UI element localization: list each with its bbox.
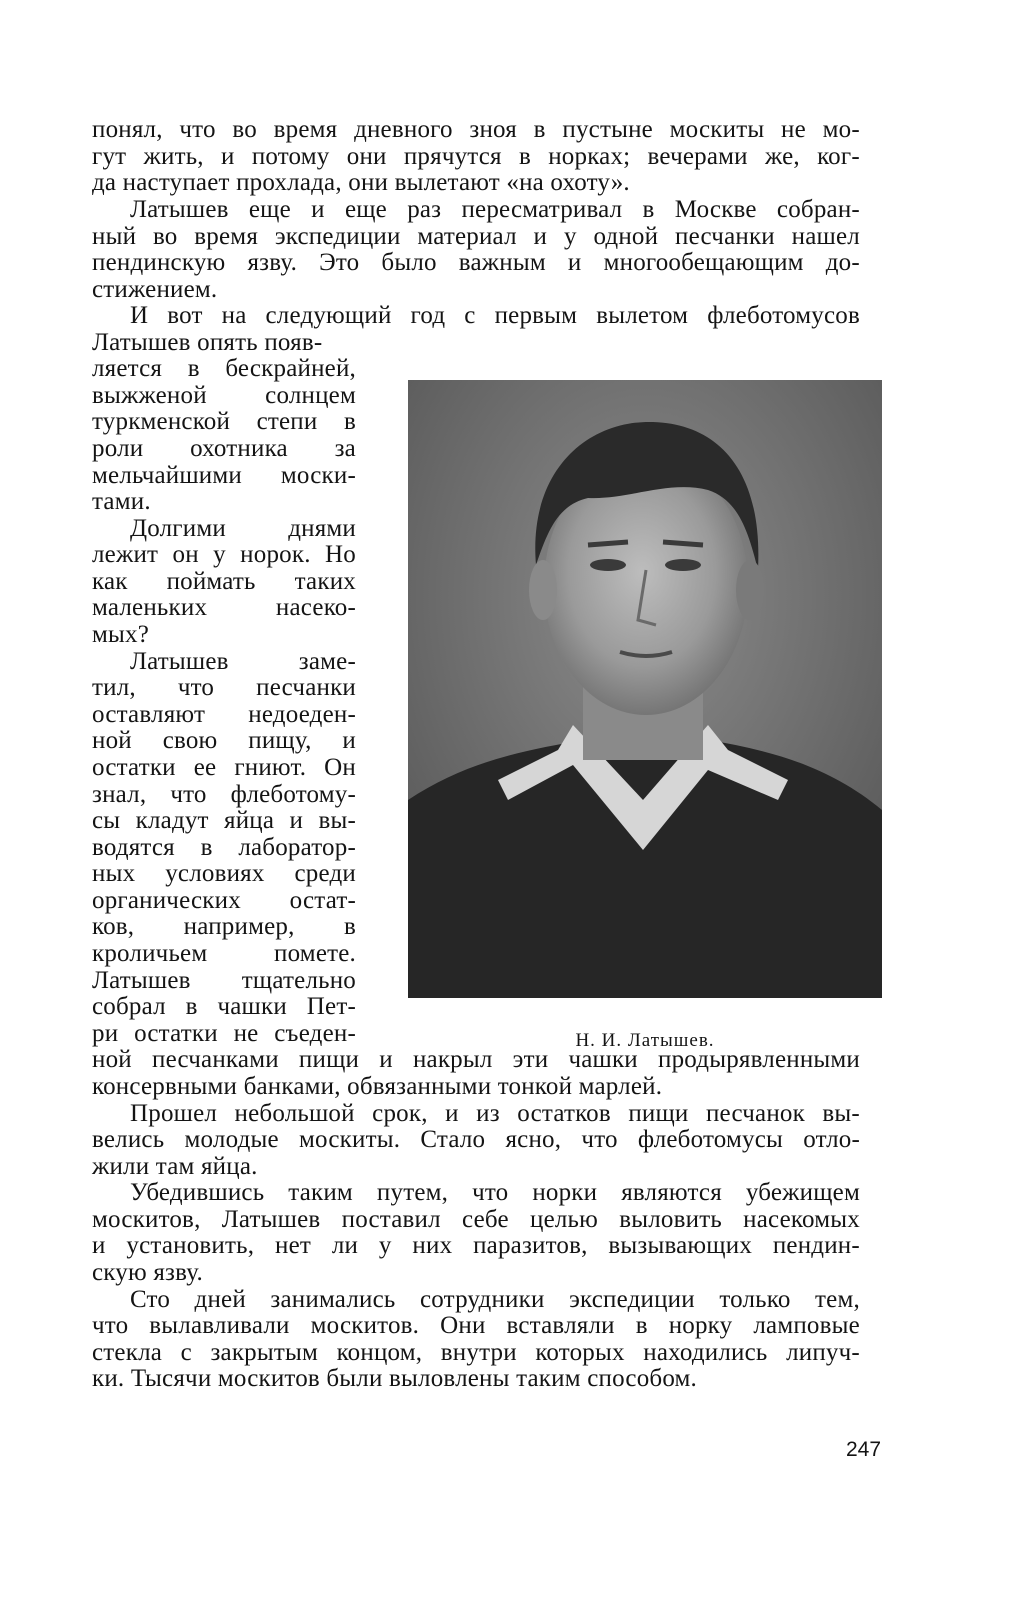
text-line: [92, 144, 860, 171]
text-line: [92, 755, 356, 782]
word: сы: [92, 807, 121, 834]
text-line: [92, 994, 356, 1021]
word: и: [342, 727, 356, 754]
word: наступает: [122, 169, 230, 196]
word: знал,: [92, 781, 147, 808]
text-line: [130, 303, 860, 330]
word: закрытым: [210, 1339, 319, 1366]
word: остат-: [289, 887, 356, 914]
word: моски-: [280, 462, 356, 489]
word: вечерами: [647, 143, 748, 170]
word: пищи: [628, 1100, 689, 1127]
page-number: 247: [846, 1438, 882, 1461]
word: с: [180, 1339, 192, 1366]
word: опять: [197, 329, 258, 356]
text-line: [92, 702, 356, 729]
text-line: [92, 1366, 697, 1393]
word: ясно,: [505, 1126, 562, 1153]
word: них: [412, 1232, 453, 1259]
word: нашел: [791, 223, 860, 250]
word: днями: [288, 515, 356, 542]
word: вставляли: [506, 1312, 615, 1339]
word: в: [642, 196, 655, 223]
word: москитов: [217, 1365, 320, 1392]
word: мых?: [92, 621, 150, 648]
text-line: [92, 808, 356, 835]
word: Убедившись: [130, 1179, 265, 1206]
text-line: [92, 224, 860, 251]
word: ной: [92, 727, 132, 754]
word: не: [233, 1020, 259, 1047]
word: в: [343, 913, 356, 940]
word: таких: [294, 568, 356, 595]
word: песчанки: [256, 674, 356, 701]
portrait-photo: [408, 380, 882, 998]
word: в: [533, 116, 546, 143]
word: тем,: [815, 1286, 860, 1313]
word: материал: [417, 223, 517, 250]
word: у: [378, 1232, 392, 1259]
word: таким: [288, 1179, 353, 1206]
word: остатков: [517, 1100, 611, 1127]
word: еще: [248, 196, 291, 223]
word: и: [567, 249, 582, 276]
word: Латышев: [130, 648, 229, 675]
word: И: [130, 302, 149, 329]
word: год: [410, 302, 446, 329]
word: Это: [319, 249, 360, 276]
word: и: [289, 807, 304, 834]
word: с: [464, 302, 476, 329]
word: норках;: [548, 143, 631, 170]
word: песчанок: [705, 1100, 805, 1127]
text-line: [92, 463, 356, 490]
word: способом.: [587, 1365, 698, 1392]
word: Сто: [130, 1286, 171, 1313]
word: водятся: [92, 834, 175, 861]
word: целью: [530, 1206, 599, 1233]
word: были: [326, 1365, 383, 1392]
word: убежищем: [745, 1179, 860, 1206]
word: и: [220, 143, 235, 170]
word: стекла: [92, 1339, 163, 1366]
word: они: [348, 169, 389, 196]
word: Латышев: [92, 967, 191, 994]
word: москиты: [669, 116, 765, 143]
word: Но: [325, 541, 356, 568]
word: жить,: [143, 143, 204, 170]
word: норок.: [240, 541, 311, 568]
word: обвязанными: [347, 1073, 492, 1100]
word: Латышев: [221, 1206, 321, 1233]
word: «на: [506, 169, 544, 196]
word: туркменской: [92, 408, 231, 435]
word: марлей.: [578, 1073, 663, 1100]
word: свою: [162, 727, 218, 754]
word: насекомых: [743, 1206, 860, 1233]
word: Латышев: [92, 329, 191, 356]
word: насеко-: [275, 594, 356, 621]
word: яйца: [224, 807, 275, 834]
word: экспедиции: [569, 1286, 695, 1313]
word: выловить: [619, 1206, 722, 1233]
text-line: [92, 356, 356, 383]
word: маленьких: [92, 594, 208, 621]
word: Прошел: [130, 1100, 218, 1127]
text-line: [92, 1207, 860, 1234]
word: вылавливали: [149, 1312, 290, 1339]
word: вы-: [318, 807, 356, 834]
word: норки: [532, 1179, 598, 1206]
word: помете.: [274, 940, 356, 967]
word: дневного: [354, 116, 453, 143]
word: мельчайшими: [92, 462, 242, 489]
text-line: [130, 1101, 860, 1128]
word: продырявленными: [658, 1046, 860, 1073]
word: одной: [593, 223, 659, 250]
word: что: [472, 1179, 509, 1206]
word: консервными: [92, 1073, 238, 1100]
word: не: [781, 116, 806, 143]
word: в: [185, 993, 198, 1020]
word: Латышев: [130, 196, 229, 223]
word: пищу,: [248, 727, 312, 754]
word: Пет-: [306, 993, 356, 1020]
word: чашки: [568, 1046, 638, 1073]
text-line: [92, 782, 356, 809]
word: роли: [92, 435, 144, 462]
word: концом,: [336, 1339, 423, 1366]
word: первым: [494, 302, 578, 329]
word: вылетом: [596, 302, 689, 329]
word: следующий: [265, 302, 392, 329]
word: лаборатор-: [238, 834, 356, 861]
word: находились: [643, 1339, 768, 1366]
word: среди: [294, 860, 356, 887]
word: было: [381, 249, 437, 276]
word: ков,: [92, 913, 135, 940]
word: велись: [92, 1126, 165, 1153]
text-line: [92, 1021, 356, 1048]
word: пересматривал: [461, 196, 623, 223]
word: язву.: [153, 1259, 203, 1286]
word: нет: [274, 1232, 311, 1259]
text-line: [92, 409, 356, 436]
text-line: [130, 1180, 860, 1207]
word: москиты.: [299, 1126, 401, 1153]
word: накрыл: [412, 1046, 493, 1073]
word: являются: [621, 1179, 722, 1206]
word: в: [518, 143, 531, 170]
word: выловлены: [389, 1365, 510, 1392]
word: ли: [331, 1232, 359, 1259]
text-line: [92, 1340, 860, 1367]
text-line: [92, 861, 356, 888]
word: у: [213, 541, 226, 568]
text-line: [92, 1313, 860, 1340]
text-line: [130, 197, 860, 224]
word: собрал: [92, 993, 166, 1020]
word: язву.: [247, 249, 298, 276]
word: ный: [92, 223, 137, 250]
text-line: [92, 728, 356, 755]
word: только: [719, 1286, 791, 1313]
word: вот: [167, 302, 203, 329]
word: ной: [92, 1046, 132, 1073]
word: вызывающих: [608, 1232, 753, 1259]
word: за: [334, 435, 356, 462]
word: тщательно: [241, 967, 356, 994]
word: выжженой: [92, 382, 207, 409]
text-line: [92, 1074, 662, 1101]
word: появ-: [264, 329, 323, 356]
text-line: [92, 968, 356, 995]
text-line: [92, 383, 356, 410]
word: зноя: [469, 116, 517, 143]
word: яйца.: [200, 1153, 258, 1180]
word: ри: [92, 1020, 119, 1047]
word: Он: [324, 754, 356, 781]
word: срок,: [372, 1100, 428, 1127]
word: время: [194, 223, 259, 250]
word: оставляют: [92, 701, 206, 728]
word: в: [187, 355, 200, 382]
text-line: [92, 941, 356, 968]
text-line: [92, 1127, 860, 1154]
word: раз: [407, 196, 442, 223]
word: сотрудники: [419, 1286, 545, 1313]
word: охотника: [190, 435, 288, 462]
word: ляется: [92, 355, 163, 382]
word: ее: [193, 754, 217, 781]
word: из: [476, 1100, 500, 1127]
text-line: [92, 542, 356, 569]
word: которых: [535, 1339, 625, 1366]
word: банками,: [243, 1073, 341, 1100]
text-line: [92, 622, 149, 649]
word: тил,: [92, 674, 136, 701]
text-line: [92, 569, 356, 596]
word: съеден-: [274, 1020, 356, 1047]
word: песчанки: [675, 223, 775, 250]
word: флеботомусов: [707, 302, 860, 329]
text-line: [92, 1154, 258, 1181]
word: гут: [92, 143, 127, 170]
word: во: [152, 223, 178, 250]
word: москитов.: [310, 1312, 420, 1339]
word: пустыне: [562, 116, 653, 143]
word: во: [232, 116, 257, 143]
text-line: [92, 117, 860, 144]
word: вы-: [822, 1100, 860, 1127]
word: и: [92, 1232, 106, 1259]
word: ког-: [817, 143, 860, 170]
word: тонкой: [497, 1073, 573, 1100]
word: еще: [344, 196, 387, 223]
word: Тысячи: [130, 1365, 212, 1392]
word: что: [581, 1126, 618, 1153]
word: дней: [194, 1286, 246, 1313]
word: собран-: [776, 196, 860, 223]
word: молодые: [184, 1126, 279, 1153]
word: что: [92, 1312, 129, 1339]
word: до-: [825, 249, 860, 276]
word: поймать: [166, 568, 256, 595]
word: например,: [183, 913, 295, 940]
word: остатки: [134, 1020, 218, 1047]
text-line: [92, 1260, 203, 1287]
word: Москве: [674, 196, 757, 223]
word: занимались: [270, 1286, 396, 1313]
word: кладут: [135, 807, 209, 834]
word: отло-: [803, 1126, 860, 1153]
text-line: [130, 1287, 860, 1314]
word: заме-: [298, 648, 356, 675]
word: понял,: [92, 116, 163, 143]
word: пендинскую: [92, 249, 226, 276]
word: песчанками: [151, 1046, 279, 1073]
word: таким: [516, 1365, 581, 1392]
word: москитов,: [92, 1206, 201, 1233]
word: Стало: [420, 1126, 486, 1153]
text-line: [92, 489, 151, 516]
text-line: [92, 835, 356, 862]
word: и: [533, 223, 548, 250]
text-line: [92, 1233, 860, 1260]
word: Они: [440, 1312, 486, 1339]
word: поставил: [341, 1206, 441, 1233]
text-line: [92, 595, 356, 622]
word: небольшой: [234, 1100, 355, 1127]
word: ных: [92, 860, 136, 887]
word: флеботомусы: [637, 1126, 783, 1153]
word: там: [155, 1153, 195, 1180]
word: чашки: [217, 993, 287, 1020]
word: степи: [256, 408, 318, 435]
word: что: [170, 781, 207, 808]
word: паразитов,: [473, 1232, 588, 1259]
word: солнцем: [265, 382, 356, 409]
word: ки.: [92, 1365, 125, 1392]
word: пендин-: [772, 1232, 860, 1259]
text-line: [92, 170, 630, 197]
word: прячутся: [403, 143, 502, 170]
word: потому: [251, 143, 330, 170]
word: бескрайней,: [225, 355, 356, 382]
word: липуч-: [786, 1339, 860, 1366]
text-line: [130, 516, 356, 543]
word: мо-: [822, 116, 860, 143]
word: скую: [92, 1259, 147, 1286]
word: норку: [668, 1312, 733, 1339]
word: гниют.: [234, 754, 307, 781]
word: Долгими: [130, 515, 226, 542]
word: установить,: [126, 1232, 255, 1259]
word: важным: [458, 249, 546, 276]
word: эти: [512, 1046, 549, 1073]
word: как: [92, 568, 128, 595]
word: и: [379, 1046, 393, 1073]
text-line: [92, 675, 356, 702]
word: же,: [764, 143, 800, 170]
text-line: [92, 330, 322, 357]
word: тами.: [92, 488, 151, 515]
word: условиях: [165, 860, 265, 887]
word: недоеден-: [248, 701, 356, 728]
text-line: [92, 436, 356, 463]
word: прохлада,: [236, 169, 342, 196]
word: себе: [462, 1206, 509, 1233]
word: внутри: [440, 1339, 517, 1366]
word: время: [273, 116, 338, 143]
word: вылетают: [394, 169, 500, 196]
text-line: [130, 649, 356, 676]
photo-caption: Н. И. Латышев.: [575, 1030, 715, 1051]
word: в: [343, 408, 356, 435]
word: он: [172, 541, 199, 568]
text-line: [92, 250, 860, 277]
word: стижением.: [92, 276, 218, 303]
word: да: [92, 169, 117, 196]
word: лежит: [92, 541, 159, 568]
word: кроличьем: [92, 940, 208, 967]
word: в: [200, 834, 213, 861]
word: остатки: [92, 754, 176, 781]
word: многообещающим: [603, 249, 804, 276]
word: на: [221, 302, 247, 329]
word: и: [445, 1100, 459, 1127]
word: флеботому-: [230, 781, 356, 808]
word: экспедиции: [274, 223, 401, 250]
word: и: [311, 196, 325, 223]
word: органических: [92, 887, 241, 914]
word: у: [563, 223, 577, 250]
text-line: [92, 277, 217, 304]
text-line: [92, 914, 356, 941]
word: ламповые: [753, 1312, 860, 1339]
word: жили: [92, 1153, 150, 1180]
text-line: [92, 888, 356, 915]
word: путем,: [376, 1179, 449, 1206]
word: в: [635, 1312, 648, 1339]
word: что: [177, 674, 215, 701]
word: охоту».: [550, 169, 630, 196]
word: что: [179, 116, 216, 143]
word: они: [346, 143, 387, 170]
word: пищи: [298, 1046, 360, 1073]
